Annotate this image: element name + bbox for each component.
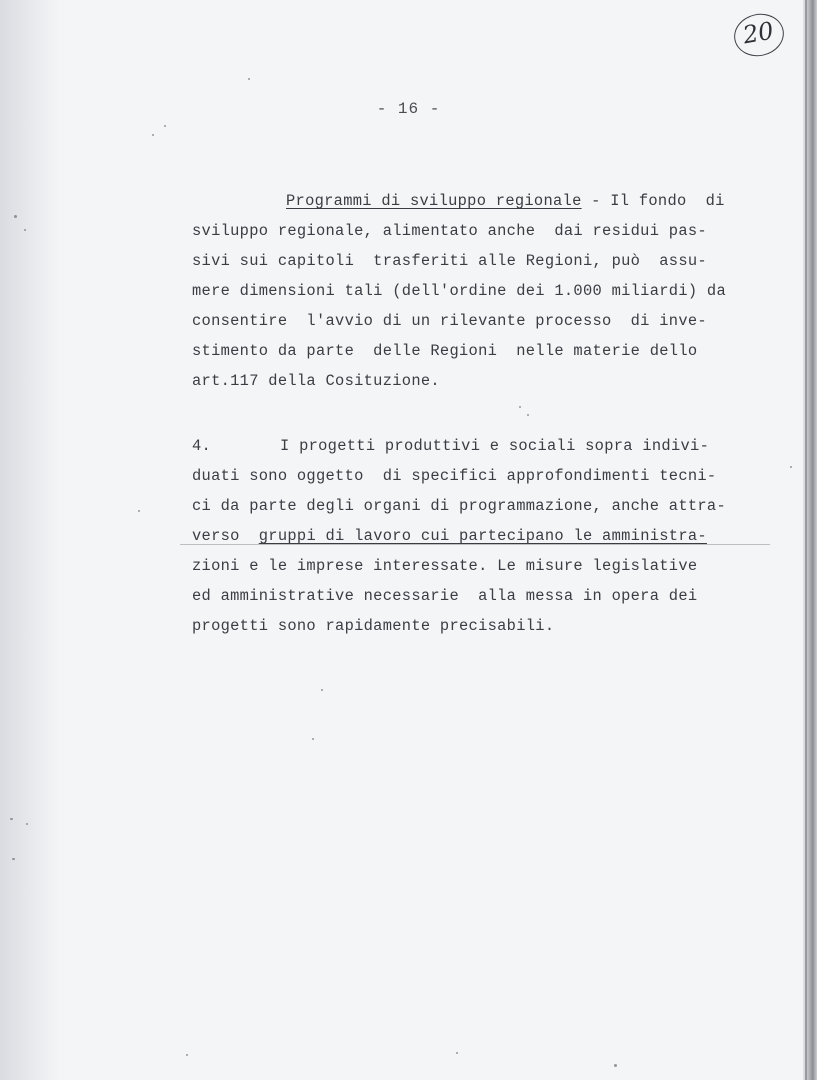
scan-speck (321, 689, 323, 691)
text-fragment: verso (192, 527, 259, 545)
text-line-underlined (192, 521, 726, 551)
scan-speck (12, 858, 15, 860)
page-stamp (734, 14, 784, 58)
text-line: progetti sono rapidamente precisabili. (192, 617, 555, 635)
text-line: consentire l'avvio di un rilevante processo di inve- (192, 312, 707, 330)
scan-speck (152, 134, 154, 136)
text-line: mere dimensioni tali (dell'ordine dei 1.000 miliardi) da (192, 282, 727, 300)
scan-speck (186, 1054, 188, 1056)
scan-shadow (0, 0, 60, 1080)
scan-speck (790, 466, 792, 468)
page-number: - 16 - (376, 100, 441, 118)
text-line: zioni e le imprese interessate. Le misure legislative (192, 557, 698, 575)
text-line: duati sono oggetto di specifici approfondimenti tecni- (192, 467, 717, 485)
scan-speck (519, 406, 521, 408)
text-line: stimento da parte delle Regioni nelle materie dello (192, 342, 698, 360)
scan-speck (527, 414, 529, 416)
paragraph-first-line (192, 431, 726, 461)
scan-speck (456, 1052, 458, 1054)
scan-speck (14, 215, 17, 218)
text-line: sivi sui capitoli trasferiti alle Regioni, può assu- (192, 252, 707, 270)
scan-speck (24, 229, 26, 231)
stamp-number: 20 (740, 16, 776, 50)
paragraph-first-line (192, 186, 726, 216)
paragraph-number: 4. (192, 437, 212, 455)
underlined-text: gruppi di lavoro cui partecipano le amministra- (258, 527, 707, 545)
scan-speck (312, 738, 314, 740)
page-edge-line (805, 0, 807, 1080)
scan-speck (26, 823, 28, 825)
text-line: art.117 della Cosituzione. (192, 372, 440, 390)
scan-speck (164, 125, 166, 127)
paragraph-projects (192, 431, 726, 641)
text-line: - Il fondo di (581, 192, 725, 210)
text-line: ed amministrative necessarie alla messa in opera dei (192, 587, 698, 605)
scan-speck (248, 78, 250, 80)
scan-speck (138, 510, 140, 512)
section-title: Programmi di sviluppo regionale (286, 192, 582, 210)
scan-speck (10, 818, 13, 820)
text-line: I progetti produttivi e sociali sopra indivi- (280, 437, 710, 455)
scan-speck (614, 1064, 617, 1067)
text-line: sviluppo regionale, alimentato anche dai residui pas- (192, 222, 707, 240)
paragraph-regional-development (192, 186, 726, 396)
text-line: ci da parte degli organi di programmazione, anche attra- (192, 497, 727, 515)
